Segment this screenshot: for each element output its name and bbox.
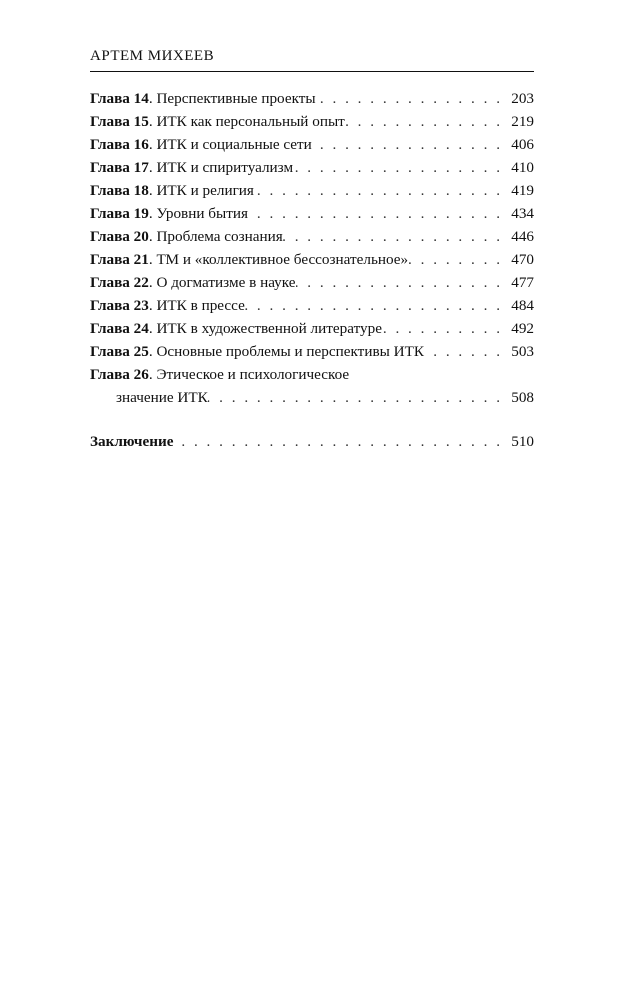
page-number: 510	[511, 433, 534, 450]
page-number: 508	[511, 389, 534, 406]
chapter-number: Глава 24	[90, 320, 149, 337]
chapter-number: Глава 15	[90, 113, 149, 130]
chapter-title-continued: значение ИТК	[116, 389, 208, 406]
toc-entry-chapter-23	[90, 294, 534, 317]
dot-leader	[245, 294, 504, 317]
page-number: 419	[511, 182, 534, 199]
toc-entry-chapter-22	[90, 271, 534, 294]
chapter-number: Глава 16	[90, 136, 149, 153]
page-number: 410	[511, 159, 534, 176]
chapter-title: . ИТК и социальные сети	[148, 136, 312, 153]
dot-leader	[296, 271, 504, 294]
chapter-number: Глава 25	[90, 343, 149, 360]
chapter-title: . ИТК в прессе	[148, 297, 245, 314]
dot-leader	[408, 248, 504, 271]
dot-leader	[283, 225, 504, 248]
chapter-title: . Перспективные проекты	[148, 90, 316, 107]
toc-entry-chapter-16	[90, 133, 534, 156]
page-number: 446	[511, 228, 534, 245]
toc-entry-chapter-20	[90, 225, 534, 248]
chapter-title: . Проблема сознания	[148, 228, 283, 245]
chapter-number: Глава 17	[90, 159, 149, 176]
toc-entry-chapter-17	[90, 156, 534, 179]
chapter-number: Глава 20	[90, 228, 149, 245]
chapter-title: . О догматизме в науке	[148, 274, 296, 291]
dot-leader	[424, 340, 504, 363]
chapter-number: Глава 23	[90, 297, 149, 314]
toc-entry-chapter-19	[90, 202, 534, 225]
page-number: 203	[511, 90, 534, 107]
toc-entry-chapter-14	[90, 87, 534, 110]
chapter-title: . ТМ и «коллективное бессознательное»	[148, 251, 409, 268]
toc-entry-chapter-26-line1	[90, 363, 534, 386]
header-rule	[90, 71, 534, 72]
table-of-contents	[90, 87, 534, 453]
chapter-number: Глава 14	[90, 90, 149, 107]
page-number: 219	[511, 113, 534, 130]
dot-leader	[208, 386, 504, 409]
chapter-title: . ИТК в художественной литературе	[148, 320, 382, 337]
chapter-title: . ИТК как персональный опыт	[148, 113, 345, 130]
toc-entry-chapter-15	[90, 110, 534, 133]
dot-leader	[382, 317, 504, 340]
toc-entry-chapter-25	[90, 340, 534, 363]
page-number: 406	[511, 136, 534, 153]
toc-entry-chapter-21	[90, 248, 534, 271]
dot-leader	[345, 110, 504, 133]
page-number: 503	[511, 343, 534, 360]
chapter-number: Глава 18	[90, 182, 149, 199]
page-number: 492	[511, 320, 534, 337]
chapter-number: Глава 19	[90, 205, 149, 222]
toc-entry-chapter-18	[90, 179, 534, 202]
dot-leader	[316, 87, 504, 110]
conclusion-title: Заключение	[90, 433, 174, 450]
toc-entry-conclusion	[90, 430, 534, 453]
dot-leader	[293, 156, 504, 179]
chapter-title: . Уровни бытия	[148, 205, 248, 222]
dot-leader	[248, 202, 504, 225]
chapter-title: . ИТК и религия	[148, 182, 254, 199]
chapter-number: Глава 21	[90, 251, 149, 268]
running-head-author: АРТЕМ МИХЕЕВ	[90, 48, 215, 64]
dot-leader	[254, 179, 504, 202]
chapter-title: . Основные проблемы и перспективы ИТК	[148, 343, 424, 360]
chapter-title: . Этическое и психологическое	[148, 366, 350, 383]
page-number: 477	[511, 274, 534, 291]
dot-leader	[312, 133, 504, 156]
chapter-number: Глава 22	[90, 274, 149, 291]
dot-leader	[173, 430, 504, 453]
chapter-title: . ИТК и спиритуализм	[148, 159, 294, 176]
toc-entry-chapter-24	[90, 317, 534, 340]
page-number: 434	[511, 205, 534, 222]
page-number: 484	[511, 297, 534, 314]
page-number: 470	[511, 251, 534, 268]
toc-entry-chapter-26-line2	[90, 386, 534, 409]
chapter-number: Глава 26	[90, 366, 149, 383]
